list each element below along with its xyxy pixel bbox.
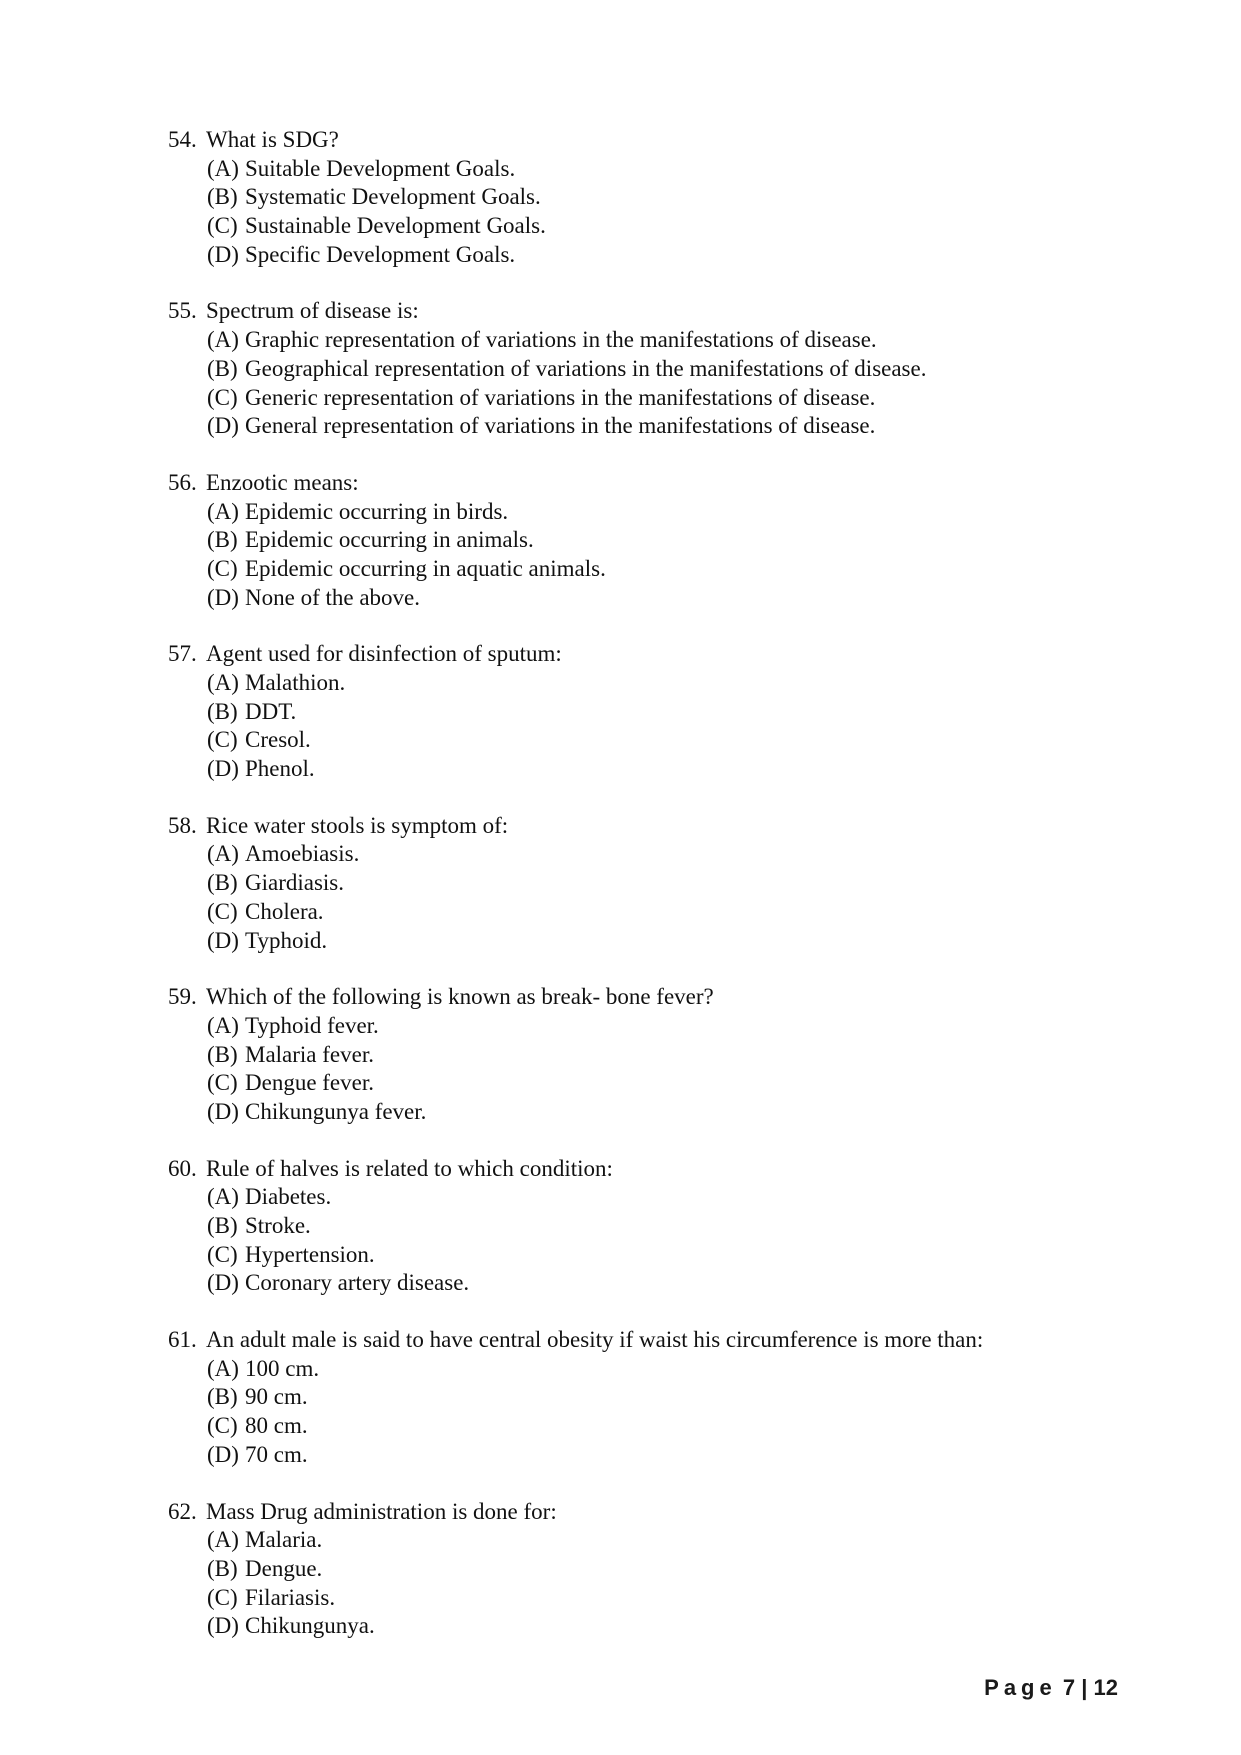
option-text: Phenol. <box>245 756 315 782</box>
option-letter: (A) <box>207 841 239 867</box>
page-total: 12 <box>1093 1675 1118 1700</box>
option-letter: (A) <box>207 670 239 695</box>
question-number: 56. <box>168 469 197 495</box>
answer-option <box>207 555 1168 584</box>
option-letter: (D) <box>207 1270 239 1296</box>
option-letter: (C) <box>207 1584 238 1610</box>
answer-option <box>207 1555 1168 1584</box>
option-letter: (B) <box>207 355 238 381</box>
option-letter: (B) <box>207 184 238 210</box>
answer-option <box>207 498 1168 527</box>
question-stem <box>168 1155 1168 1184</box>
answer-option <box>207 1612 1168 1641</box>
option-letter: (C) <box>207 555 238 581</box>
option-letter: (B) <box>207 1384 238 1410</box>
question-item <box>168 1155 1168 1298</box>
option-text: Amoebiasis. <box>245 841 360 867</box>
option-text: Malaria fever. <box>245 1041 374 1067</box>
answer-option <box>207 183 1168 212</box>
answer-option <box>207 1355 1168 1384</box>
question-text: Rule of halves is related to which condition: <box>206 1155 613 1181</box>
answer-option <box>207 1412 1168 1441</box>
answer-option <box>207 1041 1168 1070</box>
answer-option <box>207 698 1168 727</box>
answer-option <box>207 869 1168 898</box>
option-text: Generic representation of variations in the manifestations of disease. <box>245 384 876 410</box>
option-letter: (A) <box>207 327 239 353</box>
question-number: 58. <box>168 812 197 838</box>
option-letter: (C) <box>207 898 238 924</box>
option-text: Systematic Development Goals. <box>245 184 541 210</box>
question-text: Enzootic means: <box>206 469 359 495</box>
question-text: Rice water stools is symptom of: <box>206 812 509 838</box>
option-text: 70 cm. <box>245 1441 308 1467</box>
option-letter: (A) <box>207 155 239 181</box>
option-letter: (C) <box>207 1241 238 1267</box>
option-text: General representation of variations in the manifestations of disease. <box>245 413 876 439</box>
option-text: Epidemic occurring in animals. <box>245 527 534 553</box>
option-letter: (D) <box>207 241 239 267</box>
option-text: Filariasis. <box>245 1584 336 1610</box>
question-stem <box>168 1326 1168 1355</box>
option-list <box>168 840 1168 955</box>
answer-option <box>207 755 1168 784</box>
question-text: Mass Drug administration is done for: <box>206 1498 557 1524</box>
question-stem <box>168 640 1168 669</box>
answer-option <box>207 1012 1168 1041</box>
answer-option <box>207 326 1168 355</box>
option-letter: (C) <box>207 213 238 239</box>
question-stem <box>168 983 1168 1012</box>
question-text: Spectrum of disease is: <box>206 298 419 324</box>
option-letter: (B) <box>207 1213 238 1238</box>
option-text: Dengue fever. <box>245 1070 374 1096</box>
question-text: Agent used for disinfection of sputum: <box>206 641 562 667</box>
answer-option <box>207 1098 1168 1127</box>
option-text: DDT. <box>245 698 297 724</box>
question-stem <box>168 469 1168 498</box>
answer-option <box>207 840 1168 869</box>
question-item <box>168 297 1168 440</box>
question-stem <box>168 126 1168 155</box>
option-text: Chikungunya. <box>245 1613 375 1639</box>
option-letter: (D) <box>207 413 239 439</box>
option-letter: (B) <box>207 1555 238 1581</box>
question-item <box>168 983 1168 1126</box>
option-list <box>168 1012 1168 1127</box>
answer-option <box>207 1241 1168 1270</box>
option-list <box>168 1355 1168 1470</box>
answer-option <box>207 155 1168 184</box>
option-text: Geographical representation of variations in the manifestations of disease. <box>245 355 927 381</box>
answer-option <box>207 241 1168 270</box>
option-letter: (D) <box>207 1441 239 1467</box>
question-text: An adult male is said to have central obesity if waist his circumference is more than: <box>206 1327 984 1353</box>
option-list <box>168 155 1168 270</box>
option-text: Suitable Development Goals. <box>245 155 516 181</box>
answer-option <box>207 927 1168 956</box>
option-letter: (A) <box>207 498 239 524</box>
option-list <box>168 1183 1168 1298</box>
option-text: Diabetes. <box>245 1184 332 1210</box>
question-item <box>168 640 1168 783</box>
question-item <box>168 1326 1168 1469</box>
option-letter: (D) <box>207 927 239 953</box>
answer-option <box>207 1526 1168 1555</box>
option-text: Typhoid fever. <box>245 1012 379 1038</box>
option-letter: (A) <box>207 1355 239 1381</box>
option-list <box>168 669 1168 784</box>
question-list <box>168 126 1168 1669</box>
option-letter: (C) <box>207 727 238 753</box>
option-letter: (C) <box>207 1413 238 1439</box>
option-text: Stroke. <box>245 1213 311 1238</box>
option-text: Coronary artery disease. <box>245 1270 470 1296</box>
answer-option <box>207 1212 1168 1241</box>
option-letter: (D) <box>207 1098 239 1124</box>
question-number: 61. <box>168 1327 197 1353</box>
option-letter: (C) <box>207 1070 238 1096</box>
option-letter: (A) <box>207 1184 239 1210</box>
question-number: 59. <box>168 984 197 1010</box>
answer-option <box>207 898 1168 927</box>
question-item <box>168 812 1168 955</box>
option-letter: (B) <box>207 1041 238 1067</box>
question-number: 55. <box>168 298 197 324</box>
answer-option <box>207 1584 1168 1613</box>
question-number: 62. <box>168 1498 197 1524</box>
option-letter: (D) <box>207 756 239 782</box>
answer-option <box>207 669 1168 698</box>
option-text: Epidemic occurring in aquatic animals. <box>245 555 606 581</box>
option-letter: (C) <box>207 384 238 410</box>
option-list <box>168 1526 1168 1641</box>
option-text: Malaria. <box>245 1527 323 1553</box>
question-stem <box>168 297 1168 326</box>
question-number: 57. <box>168 641 197 667</box>
question-item <box>168 469 1168 612</box>
answer-option <box>207 412 1168 441</box>
option-text: Cholera. <box>245 898 324 924</box>
option-text: 80 cm. <box>245 1413 308 1439</box>
option-letter: (A) <box>207 1012 239 1038</box>
question-item <box>168 1498 1168 1641</box>
answer-option <box>207 212 1168 241</box>
answer-option <box>207 726 1168 755</box>
answer-option <box>207 1383 1168 1412</box>
question-stem <box>168 812 1168 841</box>
option-text: Sustainable Development Goals. <box>245 213 546 239</box>
option-list <box>168 326 1168 441</box>
question-number: 60. <box>168 1155 197 1181</box>
option-text: Hypertension. <box>245 1241 375 1267</box>
option-letter: (D) <box>207 584 239 610</box>
answer-option <box>207 526 1168 555</box>
answer-option <box>207 584 1168 613</box>
answer-option <box>207 1069 1168 1098</box>
option-text: Giardiasis. <box>245 870 345 896</box>
option-text: Malathion. <box>245 670 346 695</box>
option-text: Chikungunya fever. <box>245 1098 427 1124</box>
option-text: Typhoid. <box>245 927 328 953</box>
answer-option <box>207 1269 1168 1298</box>
option-text: 100 cm. <box>245 1355 320 1381</box>
option-letter: (D) <box>207 1613 239 1639</box>
page-current: 7 <box>1062 1675 1076 1700</box>
option-text: Graphic representation of variations in the manifestations of disease. <box>245 327 877 353</box>
page-footer <box>984 1675 1118 1701</box>
answer-option <box>207 384 1168 413</box>
answer-option <box>207 355 1168 384</box>
page-label: Page <box>984 1675 1057 1700</box>
option-letter: (A) <box>207 1527 239 1553</box>
option-text: None of the above. <box>245 584 420 610</box>
option-text: Dengue. <box>245 1555 323 1581</box>
option-text: 90 cm. <box>245 1384 308 1410</box>
question-stem <box>168 1498 1168 1527</box>
option-letter: (B) <box>207 527 238 553</box>
page-separator: | <box>1081 1675 1088 1700</box>
question-text: What is SDG? <box>206 127 339 152</box>
answer-option <box>207 1183 1168 1212</box>
question-item <box>168 126 1168 269</box>
answer-option <box>207 1441 1168 1470</box>
option-letter: (B) <box>207 698 238 724</box>
question-text: Which of the following is known as break- bone fever? <box>206 984 714 1010</box>
option-list <box>168 498 1168 613</box>
option-letter: (B) <box>207 870 238 896</box>
option-text: Cresol. <box>245 727 311 753</box>
option-text: Specific Development Goals. <box>245 241 516 267</box>
question-number: 54. <box>168 127 197 152</box>
option-text: Epidemic occurring in birds. <box>245 498 509 524</box>
